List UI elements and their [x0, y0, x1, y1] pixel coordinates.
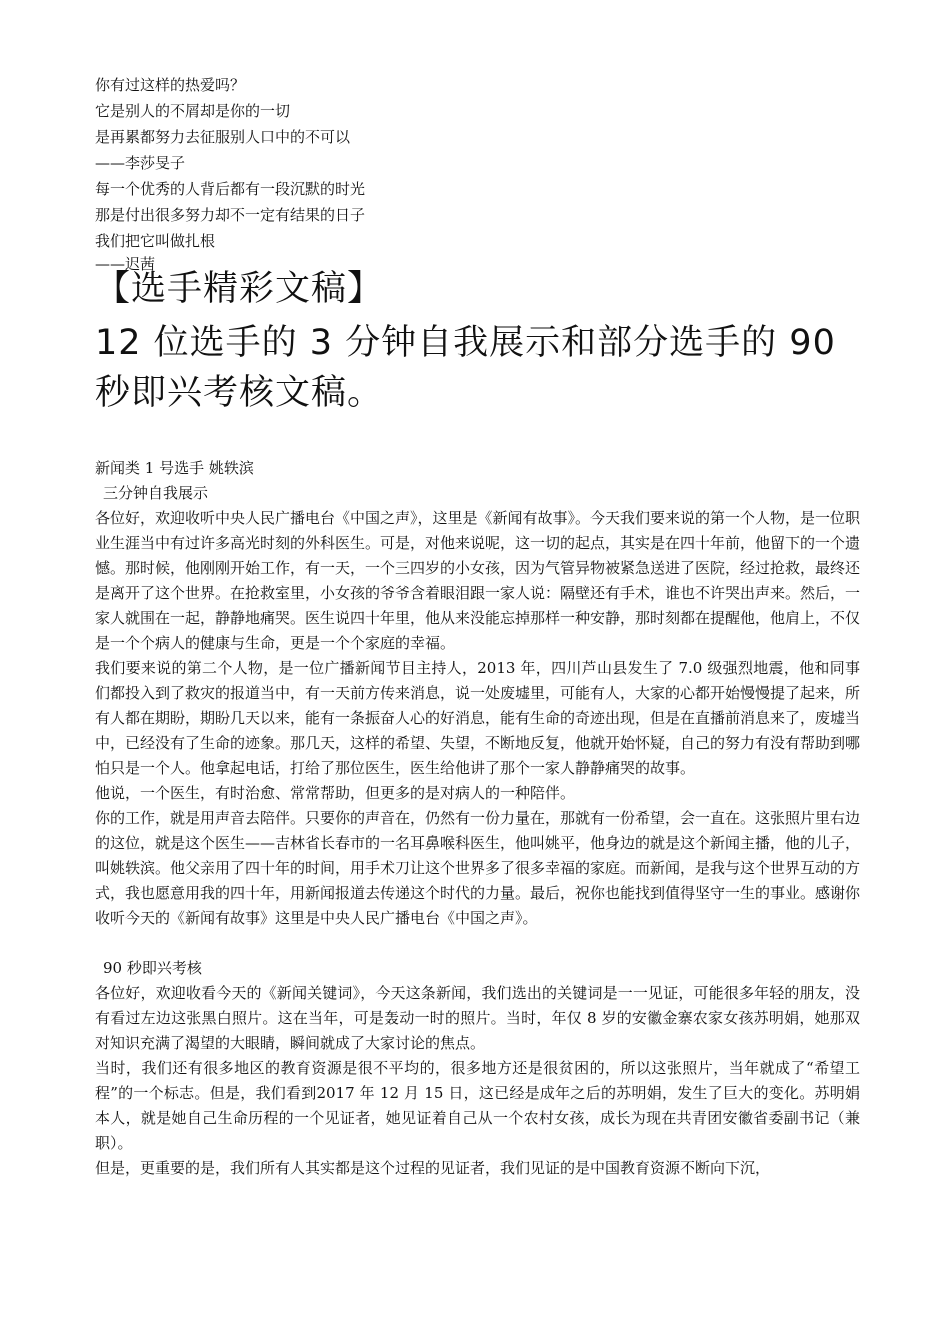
poem-line: 是再累都努力去征服别人口中的不可以 [95, 128, 351, 146]
paragraph: 但是，更重要的是，我们所有人其实都是这个过程的见证者，我们见证的是中国教育资源不断向下沉， [95, 1159, 771, 1177]
paragraph: 我们要来说的第二个人物，是一位广播新闻节目主持人，2013 年，四川芦山县发生了 7.0 级强烈地震，他和同事们都投入到了救灾的报道当中，有一天前方传来消息，说一处废墟里，可能有人，大家的心都开始慢慢提了起来，所有人都在期盼，期盼几天以来，能有一条振奋人心的好消息，能有生命的奇迹出现，但是在直播前消息来了，废墟当中，已经没有了生命的迹象。那几天，这样的希望、失望，不断地反复，他就开始怀疑，自己的努力有没有帮助到哪怕只是一个人。他拿起电话，打给了那位医生，医生给他讲了那个一家人静静痛哭的故事。 [95, 659, 861, 777]
poem-line: 你有过这样的热爱吗？ [95, 76, 246, 94]
contestant-heading: 新闻类 1 号选手 姚轶滨 [95, 459, 254, 477]
document-page [95, 72, 860, 1181]
poem-line: 那是付出很多努力却不一定有结果的日子 [95, 206, 366, 224]
paragraph: 他说，一个医生，有时治愈、常常帮助，但更多的是对病人的一种陪伴。 [95, 784, 576, 802]
poem-line: 我们把它叫做扎根 [95, 232, 216, 250]
poem-attribution: ——李莎旻子 [95, 154, 186, 172]
part1-title: 三分钟自我展示 [103, 484, 209, 502]
paragraph: 各位好，欢迎收听中央人民广播电台《中国之声》，这里是《新闻有故事》。今天我们要来说的第一个人物，是一位职业生涯当中有过许多高光时刻的外科医生。可是，对他来说呢，这一切的起点，其实是在四十年前，他留下的一个遗憾。那时候，他刚刚开始工作，有一天，一个三四岁的小女孩，因为气管异物被紧急送进了医院，经过抢救，最终还是离开了这个世界。在抢救室里，小女孩的爷爷含着眼泪跟一家人说：隔壁还有手术，谁也不许哭出声来。然后，一家人就围在一起，静静地痛哭。医生说四十年里，他从来没能忘掉那样一种安静，那时刻都在提醒他，他肩上，不仅是一个个病人的健康与生命，更是一个个家庭的幸福。 [95, 509, 861, 652]
poem-attribution: ——迟茜 [95, 255, 156, 273]
poem-block [95, 72, 860, 273]
paragraph: 你的工作，就是用声音去陪伴。只要你的声音在，仍然有一份力量在，那就有一份希望，会一直在。这张照片里右边的这位，就是这个医生——吉林省长春市的一名耳鼻喉科医生，他叫姚平，他身边的就是这个新闻主播，他的儿子，叫姚轶滨。他父亲用了四十年的时间，用手术刀让这个世界多了很多幸福的家庭。而新闻，是我与这个世界互动的方式，我也愿意用我的四十年，用新闻报道去传递这个时代的力量。最后，祝你也能找到值得坚守一生的事业。感谢你收听今天的《新闻有故事》这里是中央人民广播电台《中国之声》。 [95, 809, 861, 927]
section-subtitle: 12 位选手的 3 分钟自我展示和部分选手的 90 秒即兴考核文稿。 [95, 323, 836, 413]
paragraph: 各位好，欢迎收看今天的《新闻关键词》，今天这条新闻，我们选出的关键词是一一见证，可能很多年轻的朋友，没有看过左边这张黑白照片。这在当年，可是轰动一时的照片。当时，年仅 8 岁的安徽金寨农家女孩苏明娟，她那双对知识充满了渴望的大眼睛，瞬间就成了大家讨论的焦点。 [95, 984, 860, 1052]
paragraph: 当时，我们还有很多地区的教育资源是很不平均的，很多地方还是很贫困的，所以这张照片，当年就成了“希望工程”的一个标志。但是，我们看到2017 年 12 月 15 日，这已经是成年之后的苏明娟，发生了巨大的变化。苏明娟本人，就是她自己生命历程的一个见证者，她见证着自己从一个农村女孩，成长为现在共青团安徽省委副书记（兼职）。 [95, 1059, 860, 1152]
part2-title: 90 秒即兴考核 [103, 959, 202, 977]
section-title: 【选手精彩文稿】 [95, 269, 384, 309]
poem-line: 它是别人的不屑却是你的一切 [95, 102, 291, 120]
article-body [95, 456, 860, 1181]
poem-line: 每一个优秀的人背后都有一段沉默的时光 [95, 180, 366, 198]
